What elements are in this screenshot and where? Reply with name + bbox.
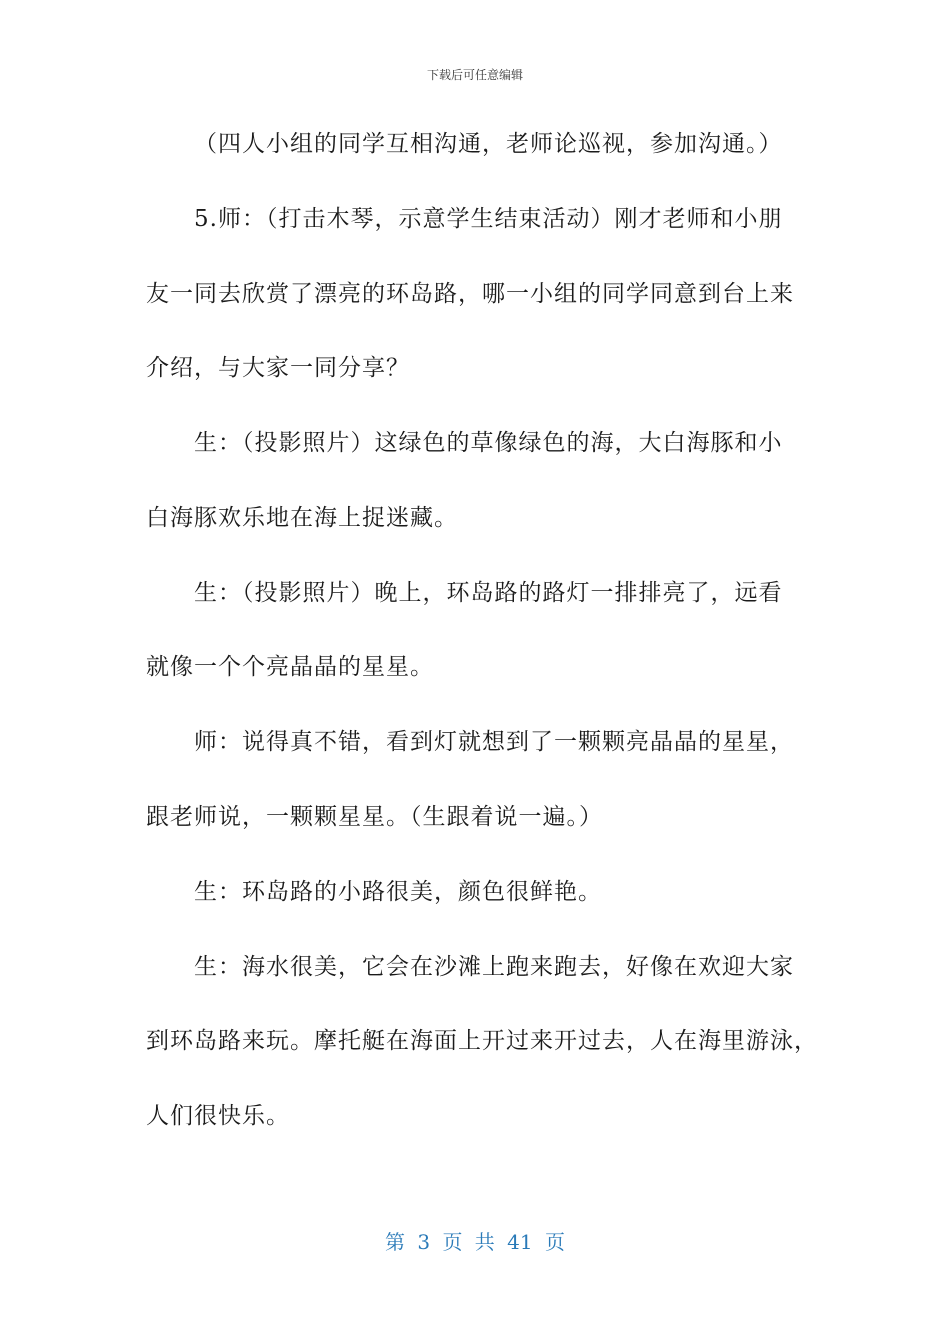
- paragraph-line: 生：（投影照片）这绿色的草像绿色的海，大白海豚和小: [194, 430, 783, 457]
- paragraph-line: 师：说得真不错，看到灯就想到了一颗颗亮晶晶的星星，: [194, 729, 794, 756]
- line-spacer: [146, 911, 808, 948]
- paragraph-line: 就像一个个亮晶晶的星星。: [146, 654, 434, 681]
- line-spacer: [146, 238, 808, 275]
- line-spacer: [146, 537, 808, 574]
- line-spacer: [146, 463, 808, 500]
- line-spacer: [146, 762, 808, 799]
- page-header: 下载后可任意编辑: [426, 68, 523, 82]
- paragraph-line: 生：海水很美，它会在沙滩上跑来跑去，好像在欢迎大家: [194, 953, 794, 980]
- line-spacer: [146, 163, 808, 200]
- line-spacer: [146, 986, 808, 1023]
- paragraph-line: 跟老师说，一颗颗星星。（生跟着说一遍。）: [146, 804, 603, 831]
- paragraph-line: （四人小组的同学互相沟通，老师论巡视，参加沟通。）: [194, 131, 783, 157]
- line-spacer: [146, 612, 808, 649]
- line-spacer: [146, 313, 808, 350]
- paragraph-line: 5.师：（打击木琴，示意学生结束活动）刚才老师和小朋: [194, 205, 783, 232]
- paragraph-line: 友一同去欣赏了漂亮的环岛路，哪一小组的同学同意到台上来: [146, 280, 794, 307]
- paragraph-line: 生：（投影照片）晚上，环岛路的路灯一排排亮了，远看: [194, 579, 783, 606]
- paragraph-line: 人们很快乐。: [146, 1103, 290, 1130]
- line-spacer: [146, 388, 808, 425]
- line-spacer: [146, 836, 808, 873]
- paragraph-line: 介绍，与大家一同分享？: [146, 355, 410, 382]
- paragraph-line: 白海豚欢乐地在海上捉迷藏。: [146, 504, 458, 531]
- page-footer-page-number: 第 3 页 共 41 页: [385, 1230, 565, 1254]
- paragraph-line: 生：环岛路的小路很美，颜色很鲜艳。: [194, 878, 602, 905]
- paragraph-line: 到环岛路来玩。摩托艇在海面上开过来开过去，人在海里游泳，: [146, 1028, 818, 1055]
- document-body: [146, 126, 818, 1136]
- line-spacer: [146, 687, 808, 724]
- line-spacer: [146, 1061, 808, 1098]
